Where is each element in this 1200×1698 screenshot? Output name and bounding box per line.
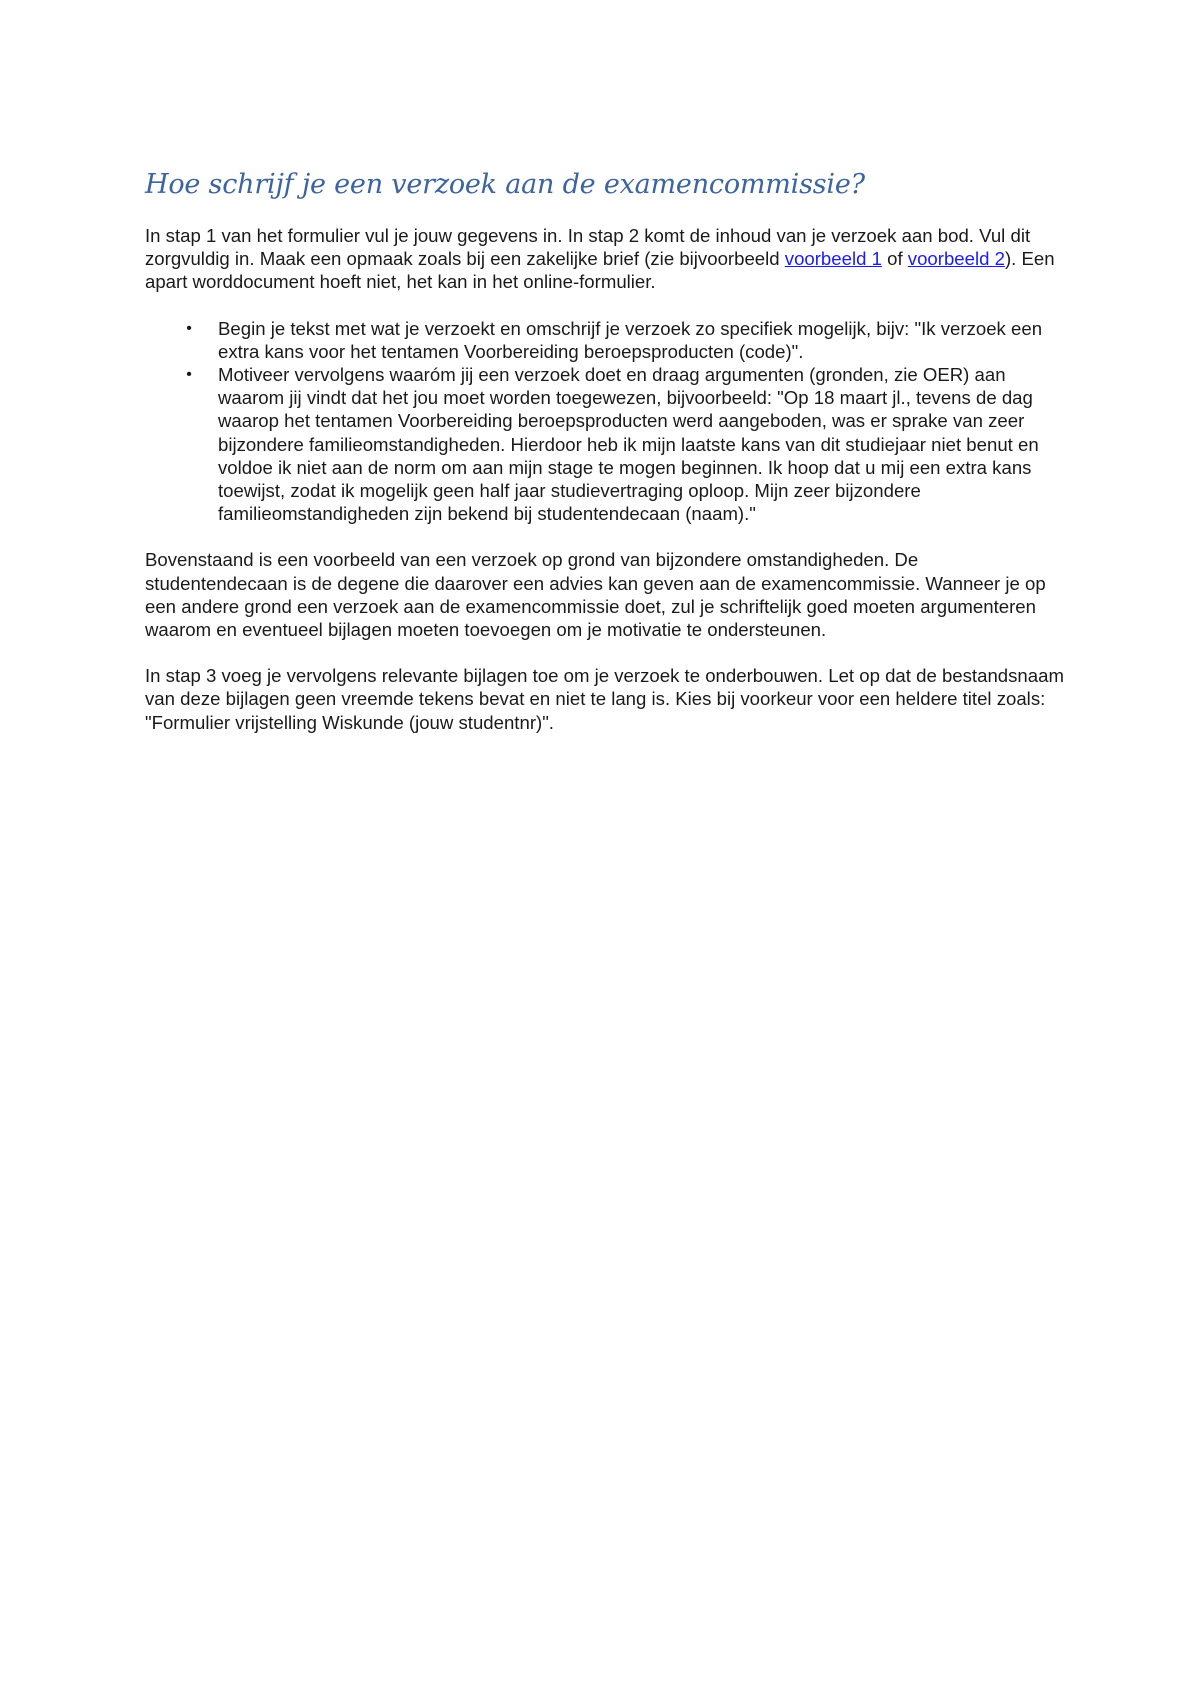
list-item xyxy=(145,317,1065,363)
document-body xyxy=(145,168,1065,757)
instruction-list xyxy=(145,317,1065,526)
bullet-icon: • xyxy=(186,366,192,384)
intro-text-3: ). Een apart worddocument hoeft niet, het kan in het online-formulier. xyxy=(145,248,1055,293)
list-item-text: Begin je tekst met wat je verzoekt en omschrijf je verzoek zo specifiek mogelijk, bijv: "Ik verzoek een extra kans voor het tentamen Voorbereiding beroepsproducten (code)". xyxy=(218,317,1043,362)
voorbeeld-1-link[interactable]: voorbeeld 1 xyxy=(784,248,882,270)
intro-text-1: In stap 1 van het formulier vul je jouw gegevens in. In stap 2 komt de inhoud van je verzoek aan bod. Vul dit zorgvuldig in. Maak een opmaak zoals bij een zakelijke brief (zie bijvoorbeeld xyxy=(145,225,1031,270)
list-item xyxy=(145,363,1065,525)
intro-paragraph xyxy=(145,224,1065,294)
intro-text-2: of xyxy=(881,248,908,270)
attachments-paragraph: In stap 3 voeg je vervolgens relevante bijlagen toe om je verzoek te onderbouwen. Let op dat de bestandsnaam van deze bijlagen geen vreemde tekens bevat en niet te lang is. Kies bij voorkeur voor een heldere titel zoals: "Formulier vrijstelling Wiskunde (jouw studentnr)". xyxy=(145,665,1064,733)
voorbeeld-2-link[interactable]: voorbeeld 2 xyxy=(907,248,1005,270)
bullet-icon: • xyxy=(186,319,192,337)
explanation-paragraph: Bovenstaand is een voorbeeld van een verzoek op grond van bijzondere omstandigheden. De studentendecaan is de degene die daarover een advies kan geven aan de examencommissie. Wanneer je op een andere grond een verzoek aan de examencommissie doet, zul je schriftelijk goed moeten argumenteren waarom en eventueel bijlagen moeten toevoegen om je motivatie te ondersteunen. xyxy=(145,549,1046,641)
document-title: Hoe schrijf je een verzoek aan de examencommissie? xyxy=(145,169,865,200)
list-item-text: Motiveer vervolgens waaróm jij een verzoek doet en draag argumenten (gronden, zie OER) aan waarom jij vindt dat het jou moet worden toegewezen, bijvoorbeeld: "Op 18 maart jl., tevens de dag waarop het tentamen Voorbereiding beroepsproducten werd aangeboden, was er sprake van zeer bijzondere familieomstandigheden. Hierdoor heb ik mijn laatste kans van dit studiejaar niet benut en voldoe ik niet aan de norm om aan mijn stage te mogen beginnen. Ik hoop dat u mij een extra kans toewijst, zodat ik mogelijk geen half jaar studievertraging oploop. Mijn zeer bijzondere familieomstandigheden zijn bekend bij studentendecaan (naam)." xyxy=(218,364,1039,525)
